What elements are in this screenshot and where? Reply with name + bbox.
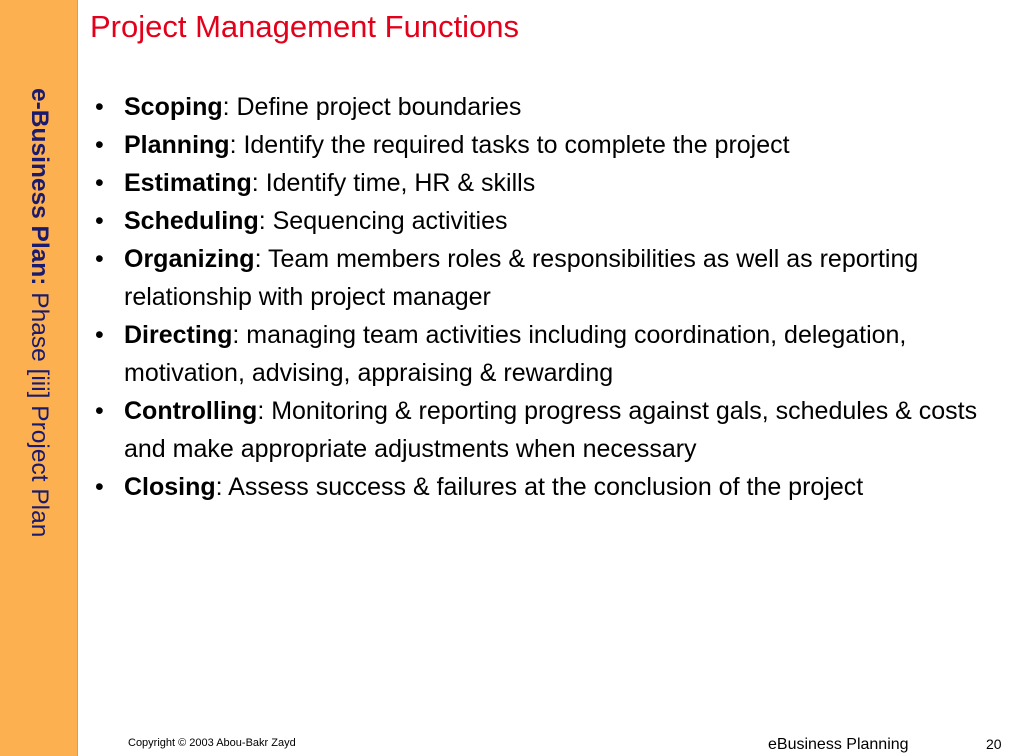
- bullet-text: : Monitoring & reporting progress against gals, schedules & costs and make appropriate adjustments when necessary: [124, 397, 978, 463]
- bullet-item-scoping: [90, 88, 1010, 126]
- bullet-icon: •: [95, 131, 104, 159]
- bullet-text: : Identify the required tasks to complete the project: [229, 131, 790, 159]
- bullet-term: Estimating: [124, 169, 252, 197]
- bullet-text: : Assess success & failures at the conclusion of the project: [215, 473, 864, 501]
- bullet-term: Scoping: [124, 93, 223, 121]
- bullet-list: [90, 88, 1010, 506]
- bullet-item-estimating: [90, 164, 1010, 202]
- bullet-item-controlling: [90, 392, 1010, 468]
- sidebar: [0, 0, 78, 756]
- bullet-term: Scheduling: [124, 207, 259, 235]
- bullet-term: Closing: [124, 473, 216, 501]
- sidebar-title-bold: e-Business Plan:: [26, 88, 53, 286]
- bullet-icon: •: [95, 207, 104, 235]
- footer-label: eBusiness Planning: [768, 736, 909, 753]
- bullet-icon: •: [95, 245, 104, 273]
- bullet-item-directing: [90, 316, 1010, 392]
- page-number: 20: [986, 736, 1002, 752]
- bullet-icon: •: [95, 321, 104, 349]
- bullet-text: : Sequencing activities: [258, 207, 508, 235]
- bullet-icon: •: [95, 169, 104, 197]
- sidebar-title: [24, 88, 54, 537]
- bullet-text: : Team members roles & responsibilities as well as reporting relationship with project manager: [124, 245, 919, 311]
- bullet-item-scheduling: [90, 202, 1010, 240]
- bullet-icon: •: [95, 397, 104, 425]
- bullet-icon: •: [95, 473, 104, 501]
- bullet-text: : Identify time, HR & skills: [251, 169, 536, 197]
- bullet-text: : Define project boundaries: [222, 93, 522, 121]
- bullet-item-organizing: [90, 240, 1010, 316]
- bullet-text: : managing team activities including coordination, delegation, motivation, advising, appraising & rewarding: [124, 321, 907, 387]
- bullet-term: Planning: [124, 131, 230, 159]
- bullet-term: Organizing: [124, 245, 255, 273]
- bullet-term: Controlling: [124, 397, 258, 425]
- bullet-icon: •: [95, 93, 104, 121]
- footer-copyright: Copyright © 2003 Abou-Bakr Zayd: [128, 737, 296, 749]
- bullet-item-planning: [90, 126, 1010, 164]
- bullet-term: Directing: [124, 321, 233, 349]
- sidebar-title-rest: Phase [iii] Project Plan: [26, 292, 53, 538]
- bullet-item-closing: [90, 468, 1010, 506]
- slide-title: Project Management Functions: [90, 9, 520, 44]
